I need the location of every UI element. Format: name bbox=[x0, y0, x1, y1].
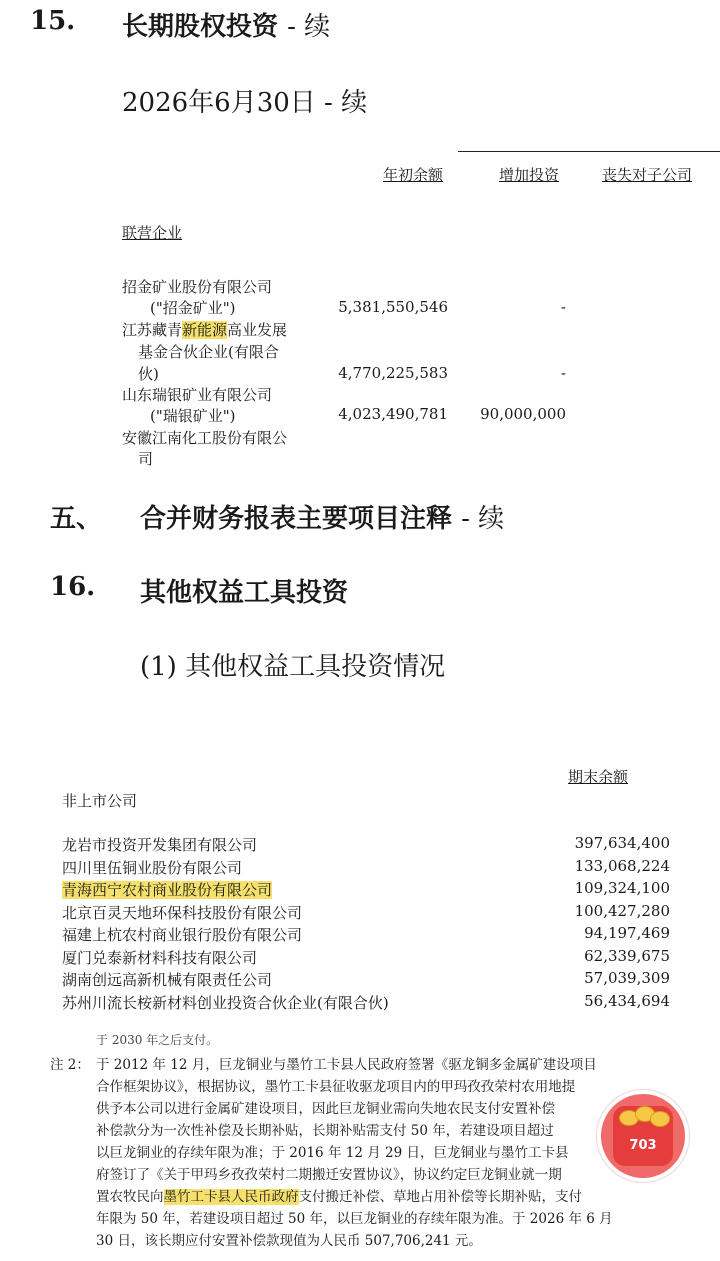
company-abbrev: ("招金矿业") bbox=[150, 299, 236, 317]
company-name-part: 江苏藏青 bbox=[122, 321, 183, 339]
note-line: 年限为 50 年，若建设项目超过 50 年，以巨龙铜业的存续年限为准。于 2026 年 6 月 bbox=[96, 1211, 613, 1227]
equity-closing-balance: 100,427,280 bbox=[574, 902, 670, 920]
equity-company-name-text: 苏州川流长桉新材料创业投资合伙企业(有限合伙) bbox=[62, 994, 389, 1012]
date-line: 2026年6月30日 - 续 bbox=[122, 88, 368, 118]
note-text: 支付搬迁补偿、草地占用补偿等长期补贴，支付 bbox=[298, 1189, 582, 1205]
red-packet-icon bbox=[613, 1106, 673, 1166]
note-line: 于 2012 年 12 月，巨龙铜业与墨竹工卡县人民政府签署《驱龙铜多金属矿建设项目 bbox=[96, 1057, 597, 1073]
company-name-cont: 伙) bbox=[138, 365, 159, 383]
note-line: 30 日，该长期应付安置补偿款现值为人民币 507,706,241 元。 bbox=[96, 1233, 482, 1249]
header-closing-balance: 期末余额 bbox=[568, 768, 629, 786]
group-label-associates: 联营企业 bbox=[122, 224, 183, 242]
chapter-title-suffix: - 续 bbox=[461, 504, 505, 534]
chapter-number: 五、 bbox=[50, 504, 103, 534]
equity-company-name bbox=[62, 857, 242, 878]
equity-closing-balance: 94,197,469 bbox=[584, 924, 670, 942]
note-text: 置农牧民向 bbox=[96, 1189, 164, 1205]
company-name: 山东瑞银矿业有限公司 bbox=[122, 386, 273, 404]
equity-closing-balance: 397,634,400 bbox=[574, 834, 670, 852]
equity-company-name-text: 北京百灵天地环保科技股份有限公司 bbox=[62, 904, 303, 922]
red-packet-ring bbox=[601, 1094, 685, 1178]
equity-company-name-text: 湖南创远高新机械有限责任公司 bbox=[62, 971, 273, 989]
chapter-title-text: 合并财务报表主要项目注释 bbox=[140, 504, 453, 534]
red-packet-count: 703 bbox=[629, 1138, 657, 1153]
company-name-cont: 基金合伙企业(有限合 bbox=[138, 343, 279, 361]
note-fragment: 于 2030 年之后支付。 bbox=[96, 1033, 219, 1047]
group-label-unlisted: 非上市公司 bbox=[62, 792, 138, 810]
red-packet-badge[interactable] bbox=[597, 1090, 689, 1182]
equity-company-name-text: 青海西宁农村商业股份有限公司 bbox=[62, 881, 273, 899]
equity-company-name bbox=[62, 969, 272, 990]
section-title bbox=[122, 6, 330, 43]
equity-company-name-text: 厦门兑泰新材料科技有限公司 bbox=[62, 949, 258, 967]
header-opening-balance: 年初余额 bbox=[383, 166, 444, 184]
note-line: 以巨龙铜业的存续年限为准；于 2016 年 12 月 29 日，巨龙铜业与墨竹工卡县 bbox=[96, 1145, 569, 1161]
increase-investment: - bbox=[560, 364, 566, 382]
company-name bbox=[122, 319, 287, 340]
equity-company-name bbox=[62, 992, 389, 1013]
equity-closing-balance: 109,324,100 bbox=[574, 879, 670, 897]
section-title: 其他权益工具投资 bbox=[140, 578, 349, 608]
equity-closing-balance: 133,068,224 bbox=[574, 857, 670, 875]
note-label: 注 2： bbox=[50, 1057, 90, 1073]
note-line: 补偿款分为一次性补偿及长期补贴，长期补贴需支付 50 年，若建设项目超过 bbox=[96, 1123, 554, 1139]
equity-closing-balance: 62,339,675 bbox=[584, 947, 670, 965]
equity-closing-balance: 57,039,309 bbox=[584, 969, 670, 987]
equity-company-name bbox=[62, 947, 257, 968]
note-line bbox=[96, 1187, 582, 1207]
note-line: 府签订了《关于甲玛乡孜孜荣村二期搬迁安置协议》，协议约定巨龙铜业就一期 bbox=[96, 1167, 562, 1183]
note-line: 供予本公司以进行金属矿建设项目，因此巨龙铜业需向失地农民支付安置补偿 bbox=[96, 1101, 555, 1117]
increase-investment: 90,000,000 bbox=[480, 405, 566, 423]
company-name-cont: 司 bbox=[138, 450, 154, 468]
equity-company-name bbox=[62, 879, 272, 900]
equity-company-name-text: 四川里伍铜业股份有限公司 bbox=[62, 859, 243, 877]
company-abbrev: ("瑞银矿业") bbox=[150, 407, 236, 425]
opening-balance: 5,381,550,546 bbox=[338, 298, 448, 316]
equity-company-name-text: 龙岩市投资开发集团有限公司 bbox=[62, 836, 258, 854]
equity-company-name bbox=[62, 902, 302, 923]
table-top-rule bbox=[458, 151, 720, 152]
company-name-part: 高业发展 bbox=[227, 321, 288, 339]
section-title-text: 长期股权投资 bbox=[122, 12, 279, 42]
equity-closing-balance: 56,434,694 bbox=[584, 992, 670, 1010]
equity-company-name bbox=[62, 924, 302, 945]
section-number: 16. bbox=[50, 572, 96, 602]
highlighted-text: 墨竹工卡县人民币政府 bbox=[163, 1189, 299, 1205]
equity-company-name bbox=[62, 834, 257, 855]
opening-balance: 4,023,490,781 bbox=[338, 405, 448, 423]
equity-company-name-text: 福建上杭农村商业银行股份有限公司 bbox=[62, 926, 303, 944]
section-title-suffix: - 续 bbox=[287, 12, 331, 42]
header-loss-of-control: 丧失对子公司 bbox=[602, 166, 693, 184]
company-name: 安徽江南化工股份有限公 bbox=[122, 429, 288, 447]
subsection-title: (1) 其他权益工具投资情况 bbox=[140, 652, 446, 682]
opening-balance: 4,770,225,583 bbox=[338, 364, 448, 382]
coin-icon bbox=[650, 1111, 670, 1127]
section-number: 15. bbox=[30, 6, 76, 36]
note-line: 合作框架协议》，根据协议，墨竹工卡县征收驱龙项目内的甲玛孜孜荣村农用地提 bbox=[96, 1079, 576, 1095]
chapter-title bbox=[140, 498, 504, 535]
highlighted-text: 新能源 bbox=[182, 321, 228, 339]
company-name: 招金矿业股份有限公司 bbox=[122, 278, 273, 296]
header-increase-investment: 增加投资 bbox=[499, 166, 560, 184]
increase-investment: - bbox=[560, 298, 566, 316]
